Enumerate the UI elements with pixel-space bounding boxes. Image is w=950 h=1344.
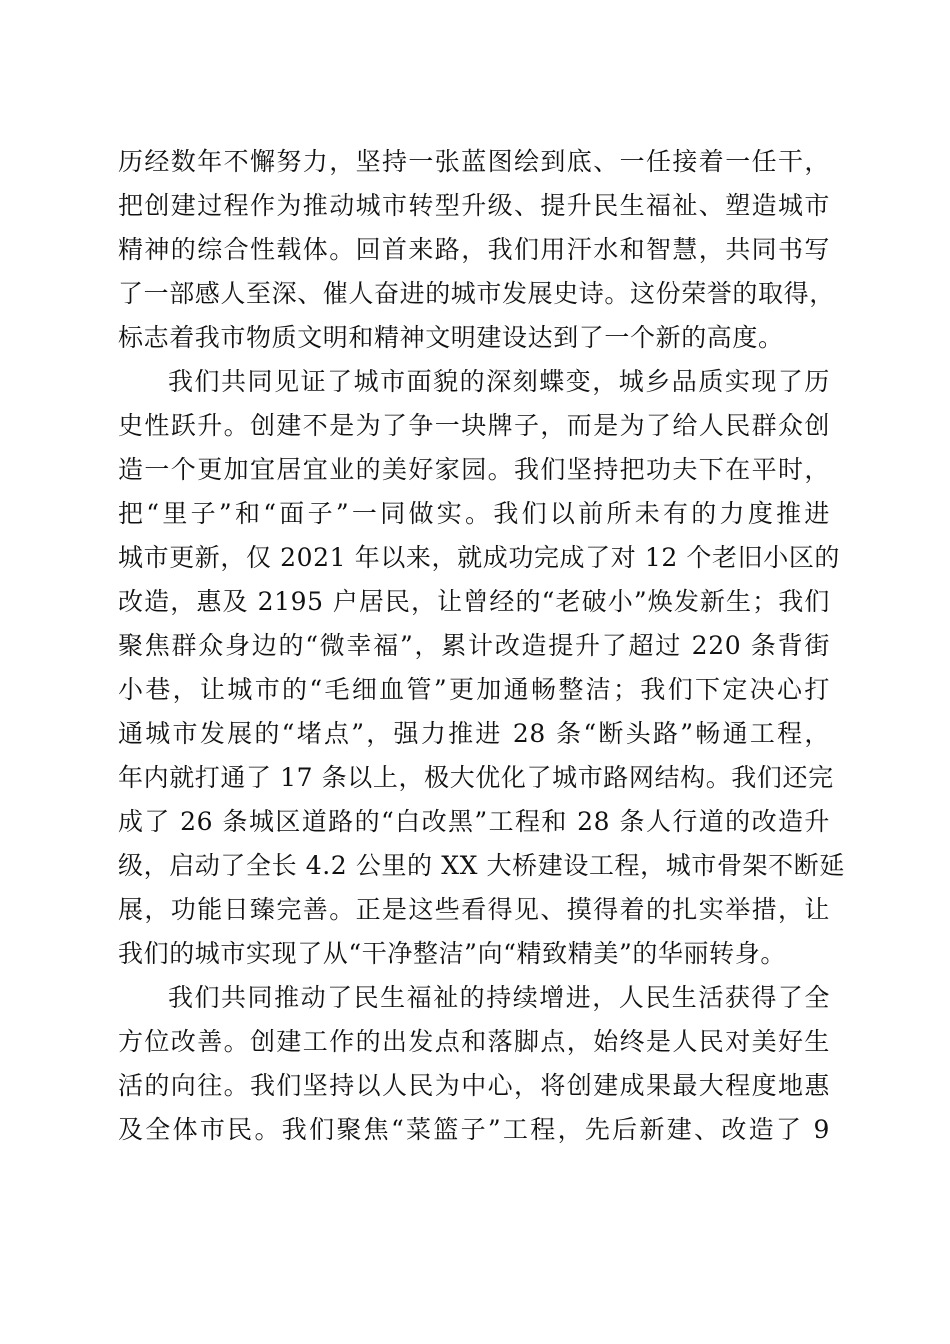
text-line: 年内就打通了 17 条以上，极大优化了城市路网结构。我们还完 [118,763,834,792]
document-body [118,140,845,1152]
text-line: 级，启动了全长 4.2 公里的 XX 大桥建设工程，城市骨架不断延 [118,851,845,880]
text-line: 历经数年不懈努力，坚持一张蓝图绘到底、一任接着一任干， [118,147,830,176]
text-line: 我们共同见证了城市面貌的深刻蝶变，城乡品质实现了历 [168,367,830,396]
text-line: 把“里子”和“面子”一同做实。我们以前所未有的力度推进 [118,499,830,528]
text-line: 标志着我市物质文明和精神文明建设达到了一个新的高度。 [118,323,784,352]
text-line: 方位改善。创建工作的出发点和落脚点，始终是人民对美好生 [118,1027,830,1056]
text-line: 及全体市民。我们聚焦“菜篮子”工程，先后新建、改造了 9 [118,1115,830,1144]
text-line: 聚焦群众身边的“微幸福”，累计改造提升了超过 220 条背街 [118,631,830,660]
text-line: 通城市发展的“堵点”，强力推进 28 条“断头路”畅通工程， [118,719,830,748]
text-line: 展，功能日臻完善。正是这些看得见、摸得着的扎实举措，让 [118,895,830,924]
text-line: 史性跃升。创建不是为了争一块牌子，而是为了给人民群众创 [118,411,830,440]
text-line: 改造，惠及 2195 户居民，让曾经的“老破小”焕发新生；我们 [118,587,830,616]
text-line: 成了 26 条城区道路的“白改黑”工程和 28 条人行道的改造升 [118,807,830,836]
text-line: 城市更新，仅 2021 年以来，就成功完成了对 12 个老旧小区的 [118,543,841,572]
paragraph-1 [118,140,835,360]
paragraph-2 [118,360,845,976]
text-line: 我们共同推动了民生福祉的持续增进，人民生活获得了全 [168,983,830,1012]
text-line: 精神的综合性载体。回首来路，我们用汗水和智慧，共同书写 [118,235,830,264]
text-line: 我们的城市实现了从“干净整洁”向“精致精美”的华丽转身。 [118,939,786,968]
text-line: 小巷，让城市的“毛细血管”更加通畅整洁；我们下定决心打 [118,675,830,704]
text-line: 活的向往。我们坚持以人民为中心，将创建成果最大程度地惠 [118,1071,830,1100]
text-line: 造一个更加宜居宜业的美好家园。我们坚持把功夫下在平时， [118,455,830,484]
text-line: 了一部感人至深、催人奋进的城市发展史诗。这份荣誉的取得， [118,279,835,308]
text-line: 把创建过程作为推动城市转型升级、提升民生福祉、塑造城市 [118,191,830,220]
paragraph-3 [118,976,830,1152]
